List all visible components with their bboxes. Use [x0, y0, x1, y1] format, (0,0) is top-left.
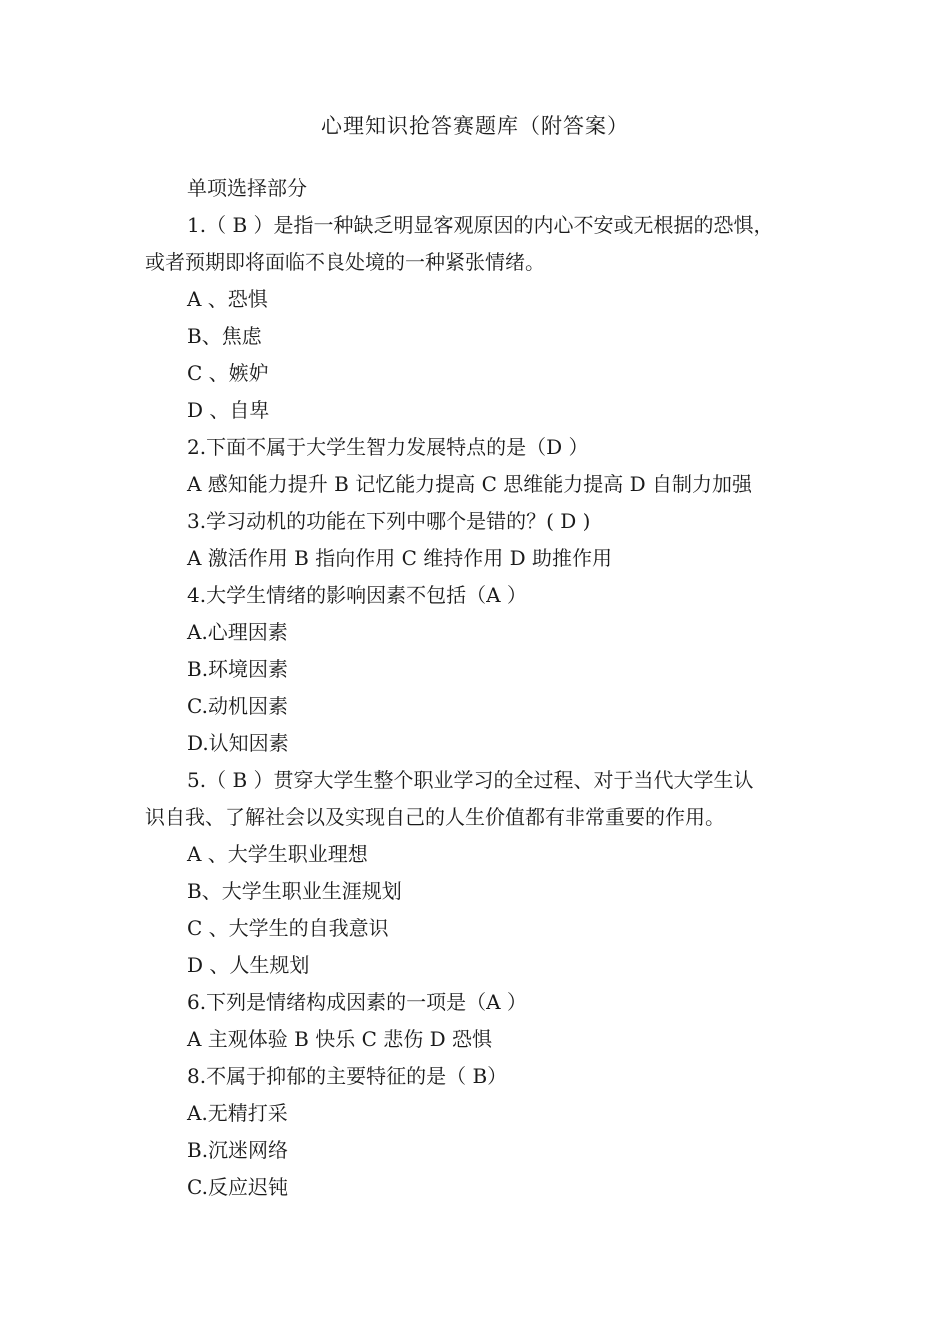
question-5-stem-line2: 识自我、了解社会以及实现自己的人生价值都有非常重要的作用。: [145, 805, 725, 829]
section-heading: 单项选择部分: [187, 176, 307, 200]
question-6-options: A 主观体验 B 快乐 C 悲伤 D 恐惧: [187, 1027, 492, 1051]
question-8-option-b: B.沉迷网络: [187, 1138, 289, 1162]
document-body: [145, 170, 825, 1206]
question-1-option-d: D 、自卑: [187, 398, 270, 422]
question-1-option-a: A 、恐惧: [187, 287, 268, 311]
question-4-option-b: B.环境因素: [187, 657, 289, 681]
question-8-option-c: C.反应迟钝: [187, 1175, 288, 1199]
question-1-stem-line2: 或者预期即将面临不良处境的一种紧张情绪。: [145, 250, 545, 274]
question-8-stem: 8.不属于抑郁的主要特征的是（ B）: [187, 1064, 508, 1088]
question-1-option-c: C 、嫉妒: [187, 361, 269, 385]
question-6-stem: 6.下列是情绪构成因素的一项是（A ）: [187, 990, 527, 1014]
question-2-stem: 2.下面不属于大学生智力发展特点的是（D ）: [187, 435, 589, 459]
question-4-stem: 4.大学生情绪的影响因素不包括（A ）: [187, 583, 527, 607]
question-5-option-c: C 、大学生的自我意识: [187, 916, 389, 940]
question-4-option-d: D.认知因素: [187, 731, 289, 755]
question-1-stem-line1: 1.（ B ）是指一种缺乏明显客观原因的内心不安或无根据的恐惧，: [187, 213, 774, 237]
question-5-option-b: B、大学生职业生涯规划: [187, 879, 402, 903]
question-3-stem: 3.学习动机的功能在下列中哪个是错的？( D ): [187, 509, 591, 533]
question-5-option-a: A 、大学生职业理想: [187, 842, 368, 866]
question-8-option-a: A.无精打采: [187, 1101, 288, 1125]
question-5-option-d: D 、人生规划: [187, 953, 310, 977]
document-title: 心理知识抢答赛题库（附答案）: [321, 114, 629, 138]
question-3-options: A 激活作用 B 指向作用 C 维持作用 D 助推作用: [187, 546, 612, 570]
question-2-options: A 感知能力提升 B 记忆能力提高 C 思维能力提高 D 自制力加强: [187, 472, 752, 496]
question-5-stem-line1: 5.（ B ）贯穿大学生整个职业学习的全过程、对于当代大学生认: [187, 768, 754, 792]
question-4-option-a: A.心理因素: [187, 620, 288, 644]
question-4-option-c: C.动机因素: [187, 694, 288, 718]
question-1-option-b: B、焦虑: [187, 324, 262, 348]
